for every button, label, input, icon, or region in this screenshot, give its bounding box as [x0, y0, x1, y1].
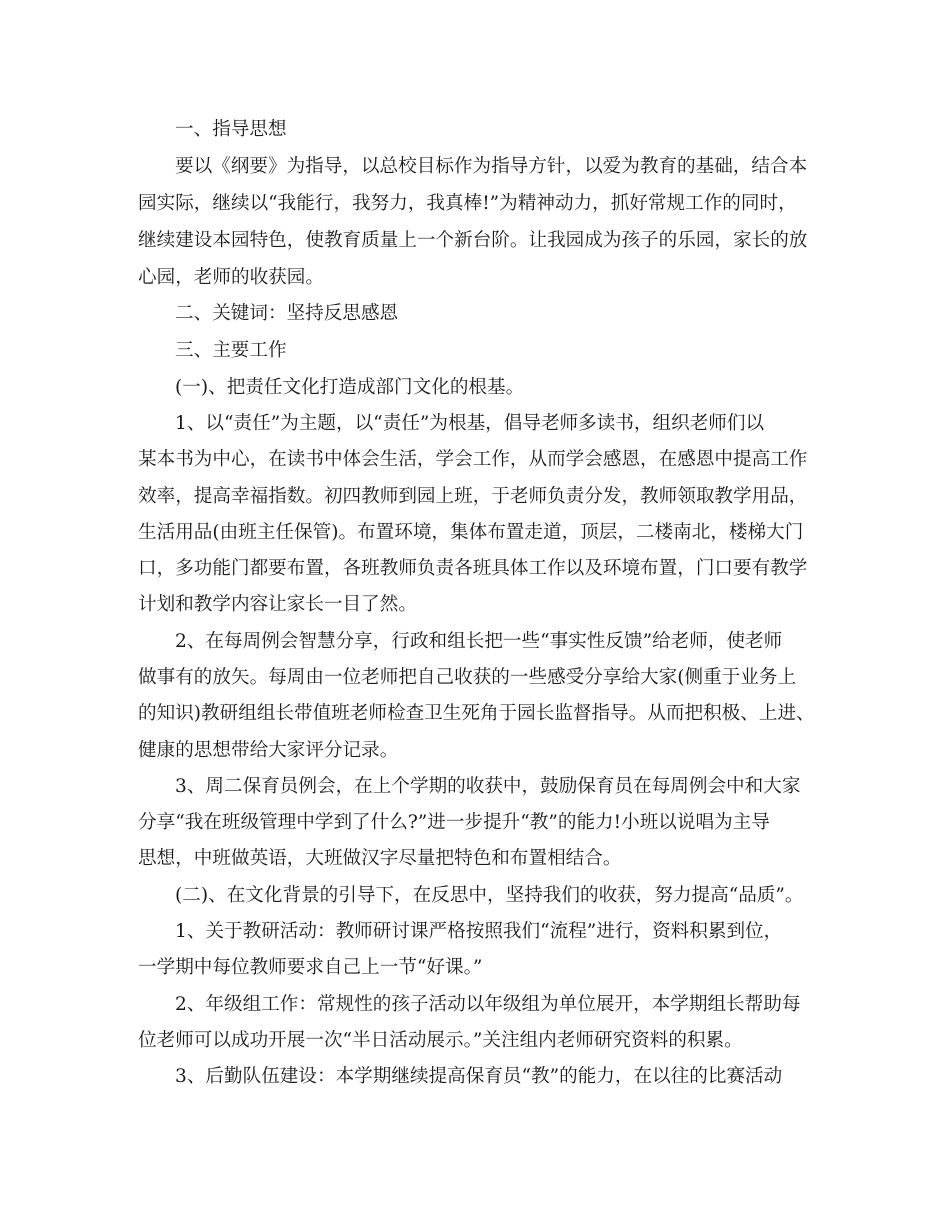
subheading-part-two: (二)、在文化背景的引导下，在反思中，坚持我们的收获，努力提高“品质”。	[175, 885, 804, 906]
paragraph-line: 1、关于教研活动：教师研讨课严格按照我们“流程”进行，资料积累到位，	[175, 921, 783, 942]
paragraph-line: 口，多功能门都要布置，各班教师负责各班具体工作以及环境布置，门口要有教学	[138, 558, 808, 579]
paragraph-line: 园实际，继续以“我能行，我努力，我真棒!”为精神动力，抓好常规工作的同时，	[138, 193, 797, 214]
heading-guiding-thought: 一、指导思想	[175, 119, 287, 140]
paragraph-line: 某本书为中心，在读书中体会生活，学会工作，从而学会感恩，在感恩中提高工作	[138, 449, 808, 470]
paragraph-line: 做事有的放矢。每周由一位老师把自己收获的一些感受分享给大家(侧重于业务上	[138, 667, 797, 688]
heading-keywords: 二、关键词：坚持反思感恩	[175, 303, 399, 324]
paragraph-line: 计划和教学内容让家长一目了然。	[138, 594, 417, 615]
paragraph-line: 健康的思想带给大家评分记录。	[138, 740, 399, 761]
paragraph-line: 2、在每周例会智慧分享，行政和组长把一些“事实性反馈”给老师，使老师	[175, 631, 783, 652]
paragraph-line: 3、周二保育员例会，在上个学期的收获中，鼓励保育员在每周例会中和大家	[175, 776, 801, 797]
paragraph-line: 继续建设本园特色，使教育质量上一个新台阶。让我园成为孩子的乐园，家长的放	[138, 230, 808, 251]
heading-main-work: 三、主要工作	[175, 340, 287, 361]
paragraph-line: 效率，提高幸福指数。初四教师到园上班，于老师负责分发，教师领取教学用品，	[138, 486, 808, 507]
paragraph-line: 1、以“责任”为主题，以“责任”为根基，倡导老师多读书，组织老师们以	[175, 413, 765, 434]
paragraph-line: 分享“我在班级管理中学到了什么?”进一步提升“教”的能力!小班以说唱为主导	[138, 812, 770, 833]
paragraph-line: 要以《纲要》为指导，以总校目标作为指导方针，以爱为教育的基础，结合本	[175, 156, 808, 177]
paragraph-line: 2、年级组工作：常规性的孩子活动以年级组为单位展开，本学期组长帮助每	[175, 994, 801, 1015]
paragraph-line: 3、后勤队伍建设：本学期继续提高保育员“教”的能力，在以往的比赛活动	[175, 1066, 783, 1087]
paragraph-line: 思想，中班做英语，大班做汉字尽量把特色和布置相结合。	[138, 848, 622, 869]
paragraph-line: 生活用品(由班主任保管)。布置环境，集体布置走道，顶层，二楼南北，楼梯大门	[138, 522, 804, 543]
paragraph-line: 位老师可以成功开展一次“半日活动展示。”关注组内老师研究资料的积累。	[138, 1030, 743, 1051]
paragraph-line: 心园，老师的收获园。	[138, 267, 324, 288]
paragraph-line: 一学期中每位教师要求自己上一节“好课。”	[138, 957, 483, 978]
subheading-part-one: (一)、把责任文化打造成部门文化的根基。	[175, 377, 525, 398]
paragraph-line: 的知识)教研组组长带值班老师检查卫生死角于园长监督指导。从而把积极、上进、	[138, 703, 815, 724]
